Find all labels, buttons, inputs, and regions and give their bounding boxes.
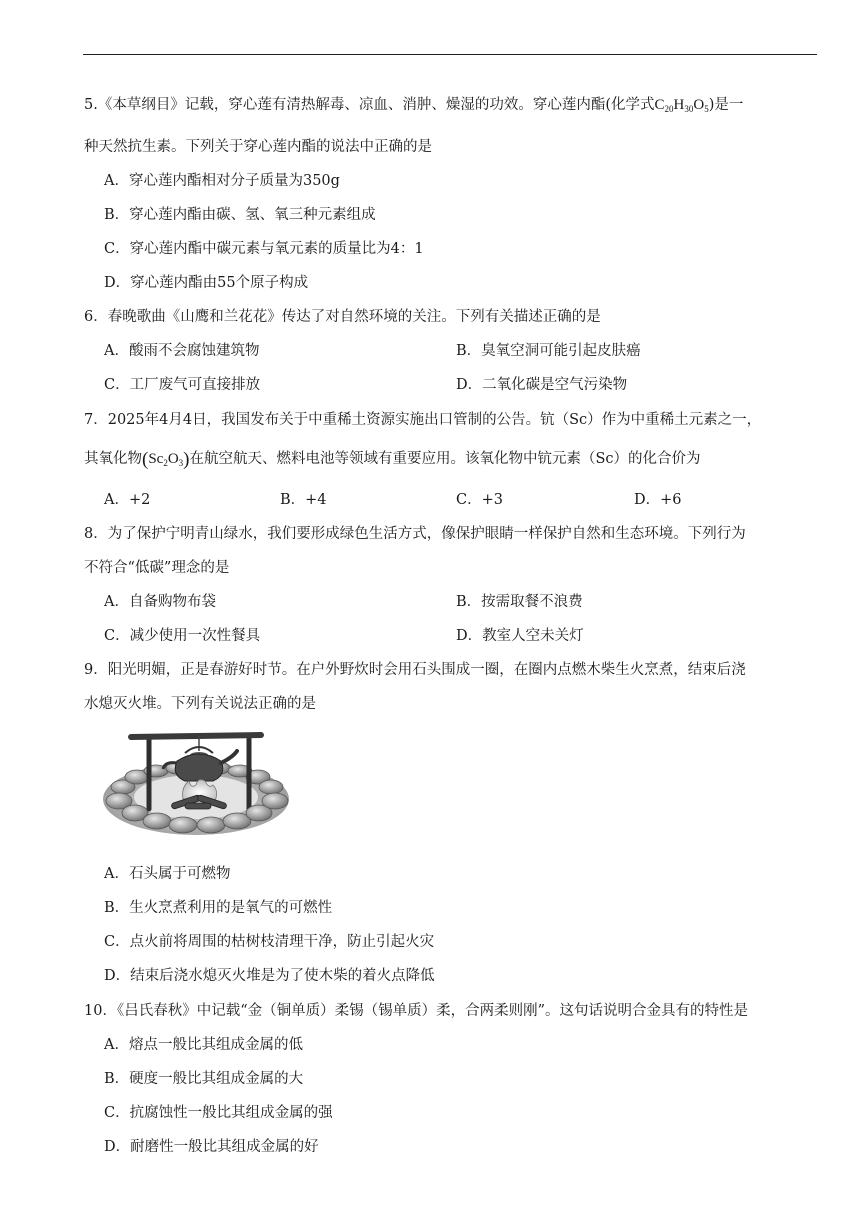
header-rule [83,54,817,55]
q9-option-b[interactable]: B．生火烹煮利用的是氧气的可燃性 [104,900,333,916]
q5-stem-tail: )是一 [708,97,744,113]
q5-option-c[interactable]: C．穿心莲内酯中碳元素与氧元素的质量比为4：1 [104,241,424,257]
campfire-illustration [101,727,291,837]
q6-option-d[interactable]: D．二氧化碳是空气污染物 [456,377,628,393]
q7-option-a[interactable]: A．+2 [104,492,151,508]
q8-option-a[interactable]: A．自备购物布袋 [104,594,216,610]
q7-stem-line2: 其氧化物$(Sc_2O_3)$在航空航天、燃料电池等领域有重要应用。该氧化物中钪元素（Sc）的化合价为 [84,449,701,470]
q10-stem: 10．《吕氏春秋》中记载“金（铜单质）柔锡（锡单质）柔，合两柔则刚”。这句话说明合金具有的特性是 [84,1003,749,1019]
q8-stem-line1: 8．为了保护宁明青山绿水，我们要形成绿色生活方式，像保护眼睛一样保护自然和生态环境。下列行为 [84,526,746,542]
q9-option-d[interactable]: D．结束后浇水熄灭火堆是为了使木柴的着火点降低 [104,968,435,984]
q10-option-b[interactable]: B．硬度一般比其组成金属的大 [104,1071,304,1087]
q5-option-b[interactable]: B．穿心莲内酯由碳、氢、氧三种元素组成 [104,207,376,223]
q9-stem-line1: 9．阳光明媚，正是春游好时节。在户外野炊时会用石头围成一圈，在圈内点燃木柴生火烹煮，结束后浇 [84,662,746,678]
q6-option-a[interactable]: A．酸雨不会腐蚀建筑物 [104,343,260,359]
q9-option-c[interactable]: C．点火前将周围的枯树枝清理干净，防止引起火灾 [104,934,435,950]
q9-option-a[interactable]: A．石头属于可燃物 [104,866,231,882]
q5-stem-line1 [84,95,743,119]
q6-option-b[interactable]: B．臭氧空洞可能引起皮肤癌 [456,343,641,359]
q10-option-d[interactable]: D．耐磨性一般比其组成金属的好 [104,1139,319,1155]
q8-option-b[interactable]: B．按需取餐不浪费 [456,594,583,610]
q7-option-c[interactable]: C．+3 [456,492,503,508]
q8-option-c[interactable]: C．减少使用一次性餐具 [104,628,261,644]
q5-formula: $C_{20}H_{30}O_5$ [654,97,709,114]
q10-option-c[interactable]: C．抗腐蚀性一般比其组成金属的强 [104,1105,333,1121]
q7-formula: $(Sc_2O_3)$ [142,449,190,470]
q8-option-d[interactable]: D．教室人空未关灯 [456,628,584,644]
q5-option-a[interactable]: A．穿心莲内酯相对分子质量为350g [104,173,340,189]
q5-option-d[interactable]: D．穿心莲内酯由55个原子构成 [104,275,309,291]
q7-stem-line1: 7．2025年4月4日，我国发布关于中重稀土资源实施出口管制的公告。钪（Sc）作为中重稀土元素之一， [84,412,762,428]
q7-option-d[interactable]: D．+6 [634,492,682,508]
q8-stem-line2: 不符合“低碳”理念的是 [84,560,230,576]
q6-stem: 6．春晚歌曲《山鹰和兰花花》传达了对自然环境的关注。下列有关描述正确的是 [84,309,601,325]
q9-stem-line2: 水熄灭火堆。下列有关说法正确的是 [84,696,316,712]
q10-option-a[interactable]: A．熔点一般比其组成金属的低 [104,1037,303,1053]
q6-option-c[interactable]: C．工厂废气可直接排放 [104,377,261,393]
q7-option-b[interactable]: B．+4 [280,492,327,508]
q5-stem-text: 5.《本草纲目》记载，穿心莲有清热解毒、凉血、消肿、燥湿的功效。穿心莲内酯(化学式 [84,97,655,113]
q5-stem-line2: 种天然抗生素。下列关于穿心莲内酯的说法中正确的是 [84,139,432,155]
